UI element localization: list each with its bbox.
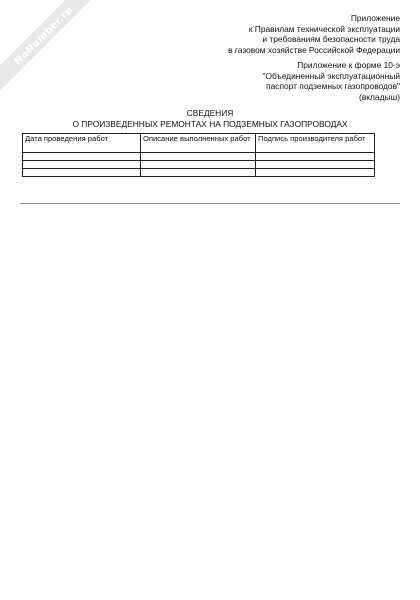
table-cell[interactable] xyxy=(141,161,256,169)
appendix-line: "Объединенный эксплуатационный xyxy=(262,70,400,81)
appendix-line: Приложение xyxy=(350,13,400,23)
table-cell[interactable] xyxy=(141,153,256,161)
appendix-line: Приложение к форме 10-э xyxy=(297,60,400,70)
appendix-line: (вкладыш) xyxy=(359,91,400,102)
column-header-date: Дата проведения работ xyxy=(23,134,141,153)
appendix-line: в газовом хозяйстве Российской Федерации xyxy=(228,44,400,55)
watermark-text: NoNumber.ru xyxy=(12,4,76,68)
appendix-line: к Правилам технической эксплуатации xyxy=(248,23,400,34)
appendix-rules-reference xyxy=(228,13,400,55)
document-title-line: СВЕДЕНИЯ xyxy=(186,108,234,118)
appendix-line: и требованиям безопасности труда xyxy=(262,34,400,45)
table-cell[interactable] xyxy=(23,161,141,169)
table-row xyxy=(23,161,375,169)
document-title-line: О ПРОИЗВЕДЕННЫХ РЕМОНТАХ НА ПОДЗЕМНЫХ ГАЗОПРОВОДАХ xyxy=(72,118,348,129)
table-cell[interactable] xyxy=(256,161,375,169)
page-divider xyxy=(20,203,400,204)
table-row xyxy=(23,153,375,161)
column-header-signature: Подпись производителя работ xyxy=(256,134,375,153)
column-header-description: Описание выполненных работ xyxy=(141,134,256,153)
document-title xyxy=(20,108,400,129)
table-cell[interactable] xyxy=(256,153,375,161)
table-cell[interactable] xyxy=(256,169,375,177)
table-cell[interactable] xyxy=(23,153,141,161)
table-cell[interactable] xyxy=(23,169,141,177)
table-header-row xyxy=(23,134,375,153)
watermark-ribbon xyxy=(0,0,109,101)
table-row xyxy=(23,169,375,177)
appendix-form-reference xyxy=(262,60,400,102)
repairs-table xyxy=(22,133,375,177)
table-cell[interactable] xyxy=(141,169,256,177)
appendix-line: паспорт подземных газопроводов" xyxy=(266,81,400,92)
